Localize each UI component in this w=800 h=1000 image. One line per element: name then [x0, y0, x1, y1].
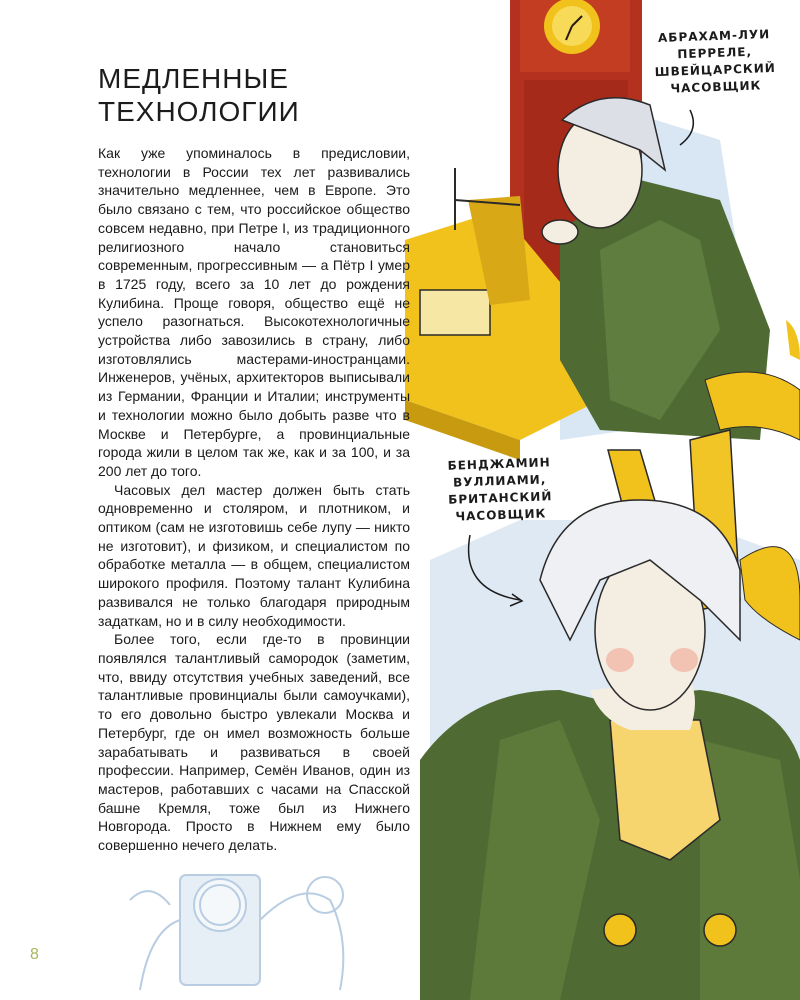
body-text [98, 144, 410, 855]
antique-clock-sketch [130, 875, 343, 990]
caption-line: ЧАСОВЩИК [670, 78, 762, 96]
paragraph: Как уже упоминалось в предисловии, технологии в России тех лет развивались значительно медленнее, чем в Европе. Это было связано с тем, что российское общество совсем недавно, при Петре I, из традиционного религиозного начало становиться современным, прогрессивным — а Пётр I умер в 1725 году, всего за 10 лет до рождения Кулибина. Проще говоря, общество ещё не успело разогнаться. Высокотехнологичные устройства либо завозились в страну, либо изготовлялись мастерами-иностранцами. Инженеров, учёных, архитекторов выписывали из Германии, Франции и Италии; инструменты и технологии можно было добыть разве что в Москве и Петербурге, а провинциальные города жили в целом так же, как и за 100, и за 200 лет до того. [98, 145, 410, 479]
paragraph: Более того, если где-то в провинции появлялся талантливый самородок (заметим, что, ввиду отсутствия учебных заведений, все талантливые провинциалы были самоучками), то его довольно быстро увлекали Москва и Петербург, где он имел возможность больше зарабатывать и развиваться в своей профессии. Например, Семён Иванов, один из мастеров, работавших с часами на Спасской башне Кремля, тоже был из Нижнего Новгорода. Просто в Нижнем ему было совершенно нечего делать. [98, 631, 410, 854]
caption-line: ШВЕЙЦАРСКИЙ [654, 60, 777, 80]
caption-line: АБРАХАМ-ЛУИ [657, 27, 771, 45]
yellow-edge-top [786, 320, 800, 360]
caption-vulliamy [429, 454, 571, 527]
caption-perrelet [639, 25, 791, 98]
caption-line: ВУЛЛИАМИ, [452, 472, 547, 490]
paragraph: Часовых дел мастер должен быть стать одновременно и столяром, и плотником, и оптиком (сам не изготовишь себе лупу — никто не изготовит), и физиком, и специалистом по обработке металла — в общем, специалистом широкого профиля. Поэтому талант Кулибина развивался не только благодаря природным задаткам, но и в силу необходимости. [98, 481, 410, 629]
chapter-title [98, 62, 300, 128]
title-line: ТЕХНОЛОГИИ [98, 96, 300, 127]
caption-line: ПЕРРЕЛЕ, [677, 44, 753, 62]
title-line: МЕДЛЕННЫЕ [98, 63, 289, 94]
caption-line: ЧАСОВЩИК [455, 506, 547, 524]
caption-line: БРИТАНСКИЙ [447, 489, 553, 507]
page-number: 8 [30, 946, 39, 963]
caption-line: БЕНДЖАМИН [447, 455, 551, 473]
